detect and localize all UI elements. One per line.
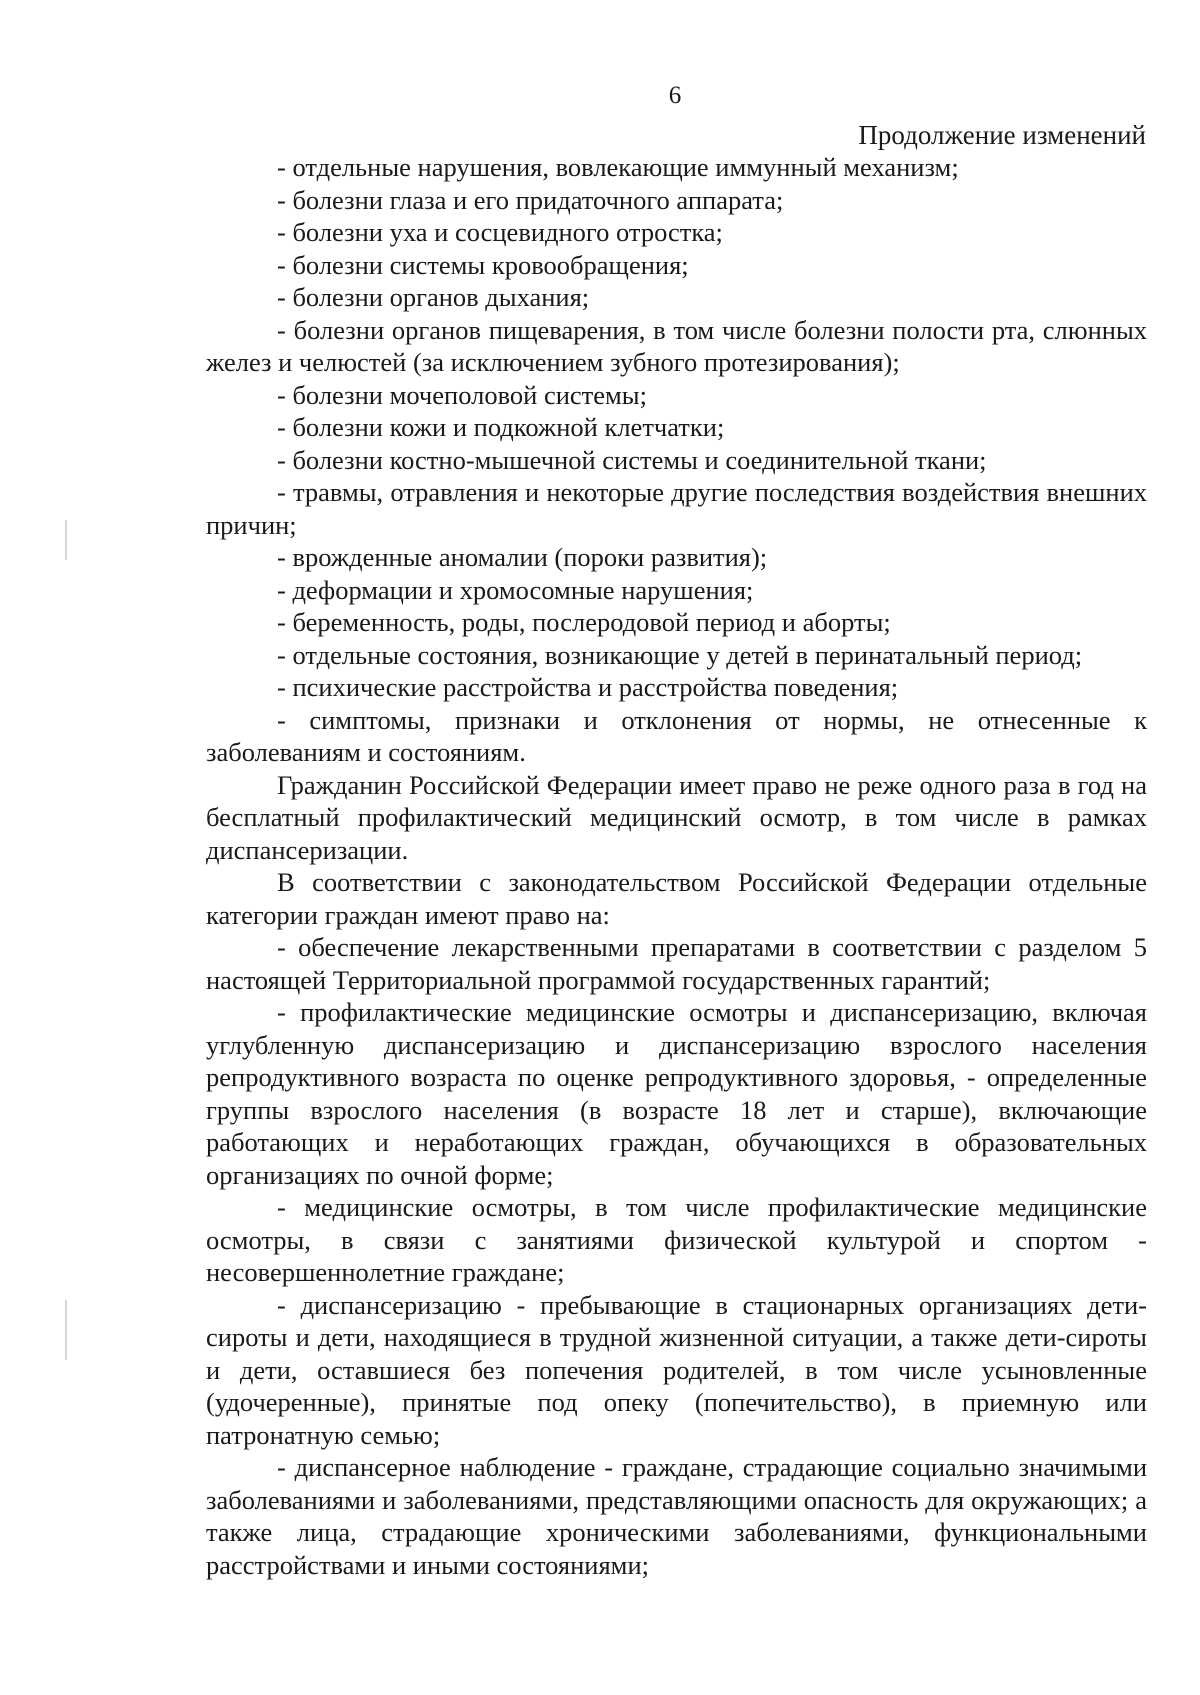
list-item: - деформации и хромосомные нарушения; — [277, 574, 754, 605]
list-item: - медицинские осмотры, в том числе профилактические медицинские осмотры, в связи с занятиями физической культурой и спортом - несовершеннолетние граждане; — [206, 1192, 1147, 1287]
list-item: - врожденные аномалии (пороки развития); — [277, 542, 768, 572]
document-body — [206, 151, 1147, 1581]
list-item: - болезни костно-мышечной системы и соединительной ткани; — [277, 444, 987, 475]
list-item: - профилактические медицинские осмотры и диспансеризацию, включая углубленную диспансеризацию и диспансеризацию взрослого населения репродуктивного возраста по оценке репродуктивного здоровья, - определенные группы взрослого населения (в возрасте 18 лет и старше), включающие работающих и неработающих граждан, обучающихся в образовательных организациях по очной форме; — [206, 997, 1147, 1190]
list-item: - симптомы, признаки и отклонения от нормы, не отнесенные к заболеваниям и состояниям. — [206, 704, 1147, 767]
list-item: - обеспечение лекарственными препаратами в соответствии с разделом 5 настоящей Территориальной программой государственных гарантий; — [206, 932, 1147, 995]
list-item: - болезни глаза и его придаточного аппарата; — [277, 184, 784, 215]
list-item: - травмы, отравления и некоторые другие последствия воздействия внешних причин; — [206, 477, 1147, 540]
list-item: - болезни мочеполовой системы; — [277, 379, 647, 410]
list-item: - отдельные нарушения, вовлекающие иммунный механизм; — [277, 152, 959, 182]
list-item: - болезни уха и сосцевидного отростка; — [277, 217, 723, 247]
list-item: - психические расстройства и расстройства поведения; — [277, 672, 899, 702]
continuation-label: Продолжение изменений — [858, 120, 1146, 150]
list-item: - диспансерное наблюдение - граждане, страдающие социально значимыми заболеваниями и заболеваниями, представляющими опасность для окружающих; а также лица, страдающие хроническими заболеваниями, функциональными расстройствами и иными состояниями; — [206, 1452, 1147, 1580]
list-item: - диспансеризацию - пребывающие в стационарных организациях дети-сироты и дети, находящиеся в трудной жизненной ситуации, а также дети-сироты и дети, оставшиеся без попечения родителей, в том числе усыновленные (удочеренные), принятые под опеку (попечительство), в приемную или патронатную семью; — [206, 1289, 1147, 1450]
list-item: - отдельные состояния, возникающие у детей в перинатальный период; — [277, 639, 1083, 670]
list-item: - беременность, роды, послеродовой период и аборты; — [277, 607, 891, 637]
list-item: - болезни органов дыхания; — [277, 282, 590, 312]
scan-artifact — [65, 1300, 67, 1360]
list-item: - болезни системы кровообращения; — [277, 249, 689, 280]
list-item: - болезни кожи и подкожной клетчатки; — [277, 412, 725, 442]
page-number: 6 — [668, 82, 682, 109]
scan-artifact — [65, 520, 67, 560]
paragraph: В соответствии с законодательством Российской Федерации отдельные категории граждан имеют право на: — [206, 867, 1147, 930]
paragraph: Гражданин Российской Федерации имеет право не реже одного раза в год на бесплатный профилактический медицинский осмотр, в том числе в рамках диспансеризации. — [206, 769, 1147, 865]
list-item: - болезни органов пищеварения, в том числе болезни полости рта, слюнных желез и челюстей (за исключением зубного протезирования); — [206, 314, 1147, 377]
